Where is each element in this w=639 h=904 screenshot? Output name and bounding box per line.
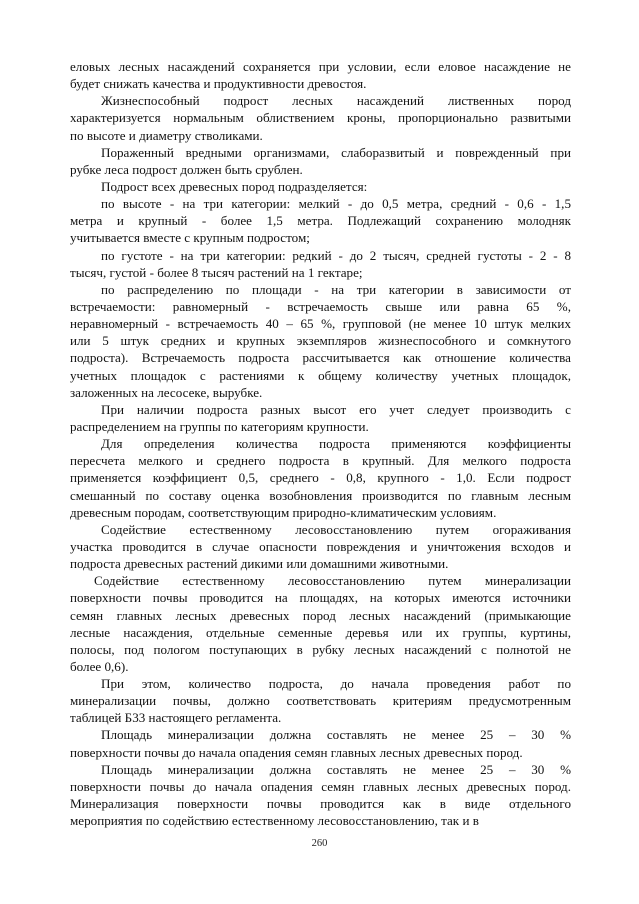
text-line: таблицей Б33 настоящего регламента. [70, 710, 282, 726]
text-line: учитывается вместе с крупным подростом; [70, 230, 310, 246]
paragraph-first-line: по густоте - на три категории: редкий - до 2 тысяч, средней густоты - 2 - 8 [101, 247, 571, 263]
text-line: рубке леса подрост должен быть срублен. [70, 161, 303, 177]
text-line: Минерализация поверхности почвы проводится как в виде отдельного [70, 796, 571, 812]
text-line: применяется коэффициент 0,5, среднего - 0,8, крупного - 1,0. Если подрост [70, 470, 571, 486]
text-line: семян главных лесных древесных пород лесных насаждений (примыкающие [70, 607, 571, 623]
paragraph-first-line: Содействие естественному лесовосстановлению путем огораживания [101, 521, 571, 537]
text-line: полосы, под пологом поступающих в рубку лесных насаждений с полнотой не [70, 641, 571, 657]
text-line: метра и крупный - более 1,5 метра. Подлежащий сохранению молодняк [70, 213, 571, 229]
text-line: тысяч, густой - более 8 тысяч растений на 1 гектаре; [70, 264, 363, 280]
paragraph-first-line: Подрост всех древесных пород подразделяется: [101, 178, 368, 194]
text-line: пересчета мелкого и среднего подроста в крупный. Для мелкого подроста [70, 453, 571, 469]
text-line: поверхности почвы проводится на площадях, на которых имеются источники [70, 590, 571, 606]
text-line: характеризуется нормальным облиствением кроны, пропорционально развитыми [70, 110, 571, 126]
text-line: лесные насаждения, отдельные семенные деревья или их группы, куртины, [70, 624, 571, 640]
text-line: поверхности почвы до начала опадения семян главных лесных древесных пород. [70, 744, 523, 760]
text-line: участка проводится в случае опасности повреждения и уничтожения всходов и [70, 538, 571, 554]
paragraph-first-line: Содействие естественному лесовосстановлению путем минерализации [94, 573, 571, 589]
text-line: по высоте и диаметру стволиками. [70, 127, 263, 143]
text-line: учетных площадок с растениями к общему количеству учетных площадок, [70, 367, 571, 383]
paragraph-first-line: по распределению по площади - на три категории в зависимости от [101, 281, 571, 297]
text-line: заложенных на лесосеке, вырубке. [70, 384, 263, 400]
paragraph-first-line: Пораженный вредными организмами, слаборазвитый и поврежденный при [101, 144, 571, 160]
paragraph-first-line: Для определения количества подроста применяются коэффициенты [101, 436, 571, 452]
text-line: распределением на группы по категориям крупности. [70, 418, 369, 434]
text-line: подроста). Встречаемость подроста рассчитывается как отношение количества [70, 350, 571, 366]
text-line: мероприятия по содействию естественному лесовосстановлению, так и в [70, 813, 479, 829]
text-line: более 0,6). [70, 658, 129, 674]
text-line: или 5 штук средних и крупных экземпляров жизнеспособного и сомкнутого [70, 333, 571, 349]
page-number: 260 [311, 838, 328, 849]
text-line: встречаемости: равномерный - встречаемость свыше или равна 65 %, [70, 298, 571, 314]
body-text [70, 58, 571, 829]
paragraph-first-line: При этом, количество подроста, до начала проведения работ по [101, 676, 571, 692]
paragraph-first-line: по высоте - на три категории: мелкий - до 0,5 метра, средний - 0,6 - 1,5 [101, 196, 571, 212]
paragraph-first-line: Жизнеспособный подрост лесных насаждений лиственных пород [101, 93, 571, 109]
paragraph-first-line: При наличии подроста разных высот его учет следует производить с [101, 401, 571, 417]
text-line: смешанный по составу оценка возобновления производится по главным лесным [70, 487, 571, 503]
paragraph-first-line: Площадь минерализации должна составлять не менее 25 – 30 % [101, 727, 571, 743]
text-line: будет снижать качества и продуктивности древостоя. [70, 76, 367, 92]
text-line: поверхности почвы до начала опадения семян главных лесных древесных пород. [70, 778, 571, 794]
paragraph-first-line: Площадь минерализации должна составлять не менее 25 – 30 % [101, 761, 571, 777]
text-line: древесным породам, соответствующим природно-климатическим условиям. [70, 504, 497, 520]
text-line: неравномерный - встречаемость 40 – 65 %, групповой (не менее 10 штук мелких [70, 316, 571, 332]
text-line: минерализации почвы, должно соответствовать критериям предусмотренным [70, 693, 571, 709]
text-line: подроста древесных растений дикими или домашними животными. [70, 556, 449, 572]
text-line: еловых лесных насаждений сохраняется при условии, если еловое насаждение не [70, 59, 571, 74]
